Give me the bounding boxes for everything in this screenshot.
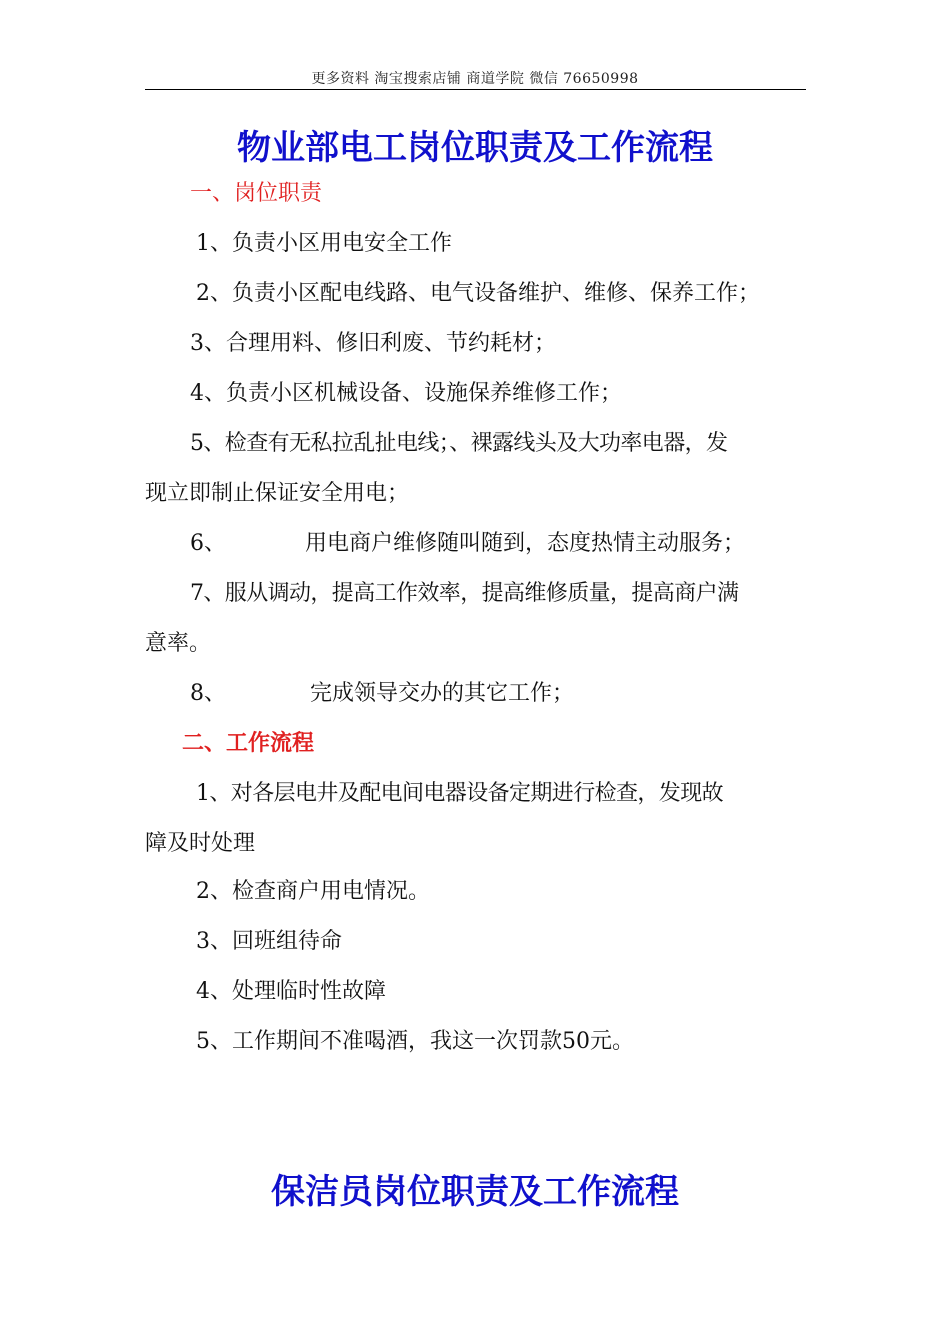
duty-item-number: 6、 xyxy=(190,531,226,556)
section-heading-workflow: 二、工作流程 xyxy=(182,731,315,756)
flow-item: 1、对各层电井及配电间电器设备定期进行检查，发现故 xyxy=(196,781,723,806)
duty-item: 4、负责小区机械设备、设施保养维修工作； xyxy=(190,381,622,406)
flow-item: 3、回班组待命 xyxy=(196,929,342,954)
flow-item: 2、检查商户用电情况。 xyxy=(196,879,430,904)
flow-item: 4、处理临时性故障 xyxy=(196,979,386,1004)
duty-item-number: 8、 xyxy=(190,681,226,706)
duty-item: 5、检查有无私拉乱扯电线；、裸露线头及大功率电器，发 xyxy=(190,431,728,456)
duty-item: 1、负责小区用电安全工作 xyxy=(196,231,452,256)
flow-item: 5、工作期间不准喝酒，我这一次罚款50元。 xyxy=(196,1029,634,1054)
page-header: 更多资料 淘宝搜索店铺 商道学院 微信 76650998 xyxy=(311,71,639,87)
duty-item-continued: 现立即制止保证安全用电； xyxy=(145,481,410,506)
duty-item-continued: 意率。 xyxy=(145,631,212,656)
doc-title-electrician: 物业部电工岗位职责及工作流程 xyxy=(237,128,713,168)
duty-item: 3、合理用料、修旧利废、节约耗材； xyxy=(190,331,556,356)
section-heading-duties: 一、岗位职责 xyxy=(190,181,323,206)
flow-item-continued: 障及时处理 xyxy=(145,831,256,856)
duty-item: 2、负责小区配电线路、电气设备维护、维修、保养工作； xyxy=(196,281,760,306)
header-rule xyxy=(145,89,806,90)
duty-item: 完成领导交办的其它工作； xyxy=(310,681,575,706)
doc-title-cleaner: 保洁员岗位职责及工作流程 xyxy=(271,1172,679,1212)
duty-item: 用电商户维修随叫随到，态度热情主动服务； xyxy=(305,531,746,556)
duty-item: 7、服从调动，提高工作效率，提高维修质量，提高商户满 xyxy=(190,581,739,606)
